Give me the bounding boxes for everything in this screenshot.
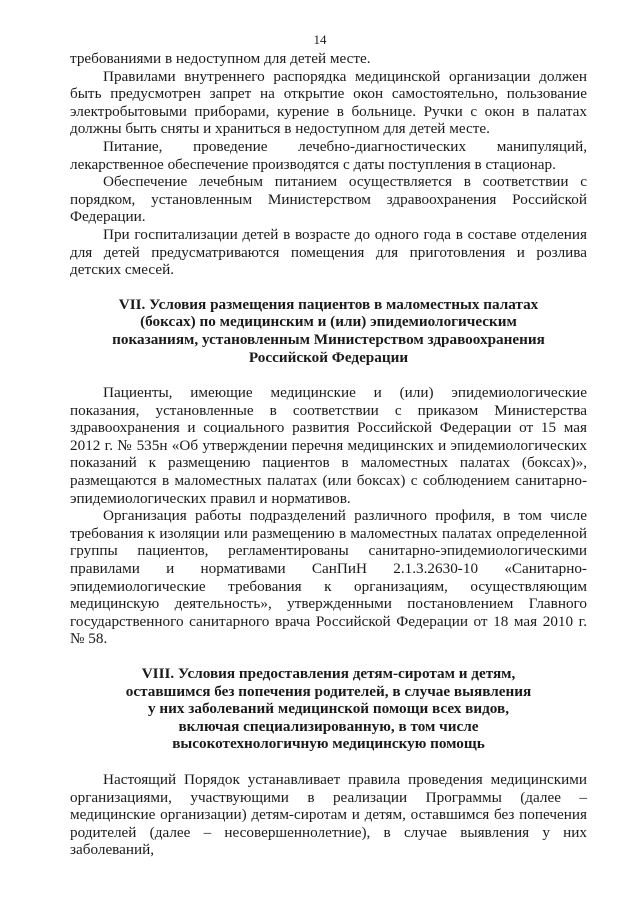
paragraph-internal-rules: Правилами внутреннего распорядка медицинской организации должен быть предусмотрен запрет на открытие окон самостоятельно, пользование электробытовыми приборами, курение в больнице. Ручки с окон в палатах должны быть сняты и храниться в недоступном для детей месте. (70, 67, 587, 138)
heading-line: Российской Федерации (248, 348, 409, 366)
heading-line: VII. Условия размещения пациентов в маломестных палатах (118, 295, 539, 313)
heading-line: (боксах) по медицинским и (или) эпидемиологическим (140, 313, 517, 331)
heading-line: у них заболеваний медицинской помощи всех видов, (147, 700, 510, 718)
heading-line: высокотехнологичную медицинскую помощь (172, 735, 485, 753)
heading-line: включая специализированную, в том числе (178, 717, 479, 735)
section-7-heading (70, 296, 587, 366)
paragraph-continuation: требованиями в недоступном для детей месте. (70, 50, 371, 67)
heading-line: оставшимся без попечения родителей, в случае выявления (125, 682, 532, 700)
paragraph-infant-formula-rooms: При госпитализации детей в возрасте до одного года в составе отделения для детей предусматриваются помещения для приготовления и розлива детских смесей. (70, 225, 587, 279)
paragraph-nutrition-start: Питание, проведение лечебно-диагностических манипуляций, лекарственное обеспечение производятся с даты поступления в стационар. (70, 137, 587, 173)
page-number: 14 (313, 32, 327, 47)
paragraph-therapeutic-nutrition: Обеспечение лечебным питанием осуществляется в соответствии с порядком, установленным Министерством здравоохранения Российской Федерации. (70, 173, 587, 226)
page-content (70, 50, 587, 859)
heading-line: показаниям, установленным Министерством здравоохранения (112, 330, 545, 348)
section-8-heading (70, 665, 587, 753)
paragraph-orphans-procedure: Настоящий Порядок устанавливает правила проведения медицинскими организациями, участвующими в реализации Программы (далее – медицинские организации) детям-сиротам и детям, оставшимся без попечения родителей (далее – несовершеннолетние), в случае выявления у них заболеваний, (70, 770, 587, 859)
paragraph-small-wards-placement: Пациенты, имеющие медицинские и (или) эпидемиологические показания, установленные в соответствии с приказом Министерства здравоохранения и социального развития Российской Федерации от 15 мая 2012 г. № 535н «Об утверждении перечня медицинских и эпидемиологических показаний к размещению пациентов в маломестных палатах (боксах)», размещаются в маломестных палатах (или боксах) с соблюдением санитарно-эпидемиологических правил и нормативов. (70, 384, 587, 507)
heading-line: VIII. Условия предоставления детям-сиротам и детям, (141, 665, 516, 682)
paragraph-isolation-requirements: Организация работы подразделений различного профиля, в том числе требования к изоляции или размещению в маломестных палатах определенной группы пациентов, регламентированы санитарно-эпидемиологическими правилами и нормативами СанПиН 2.1.3.2630-10 «Санитарно-эпидемиологические требования к организациям, осуществляющим медицинскую деятельность», утвержденными постановлением Главного государственного санитарного врача Российской Федерации от 18 мая 2010 г. № 58. (70, 507, 587, 648)
